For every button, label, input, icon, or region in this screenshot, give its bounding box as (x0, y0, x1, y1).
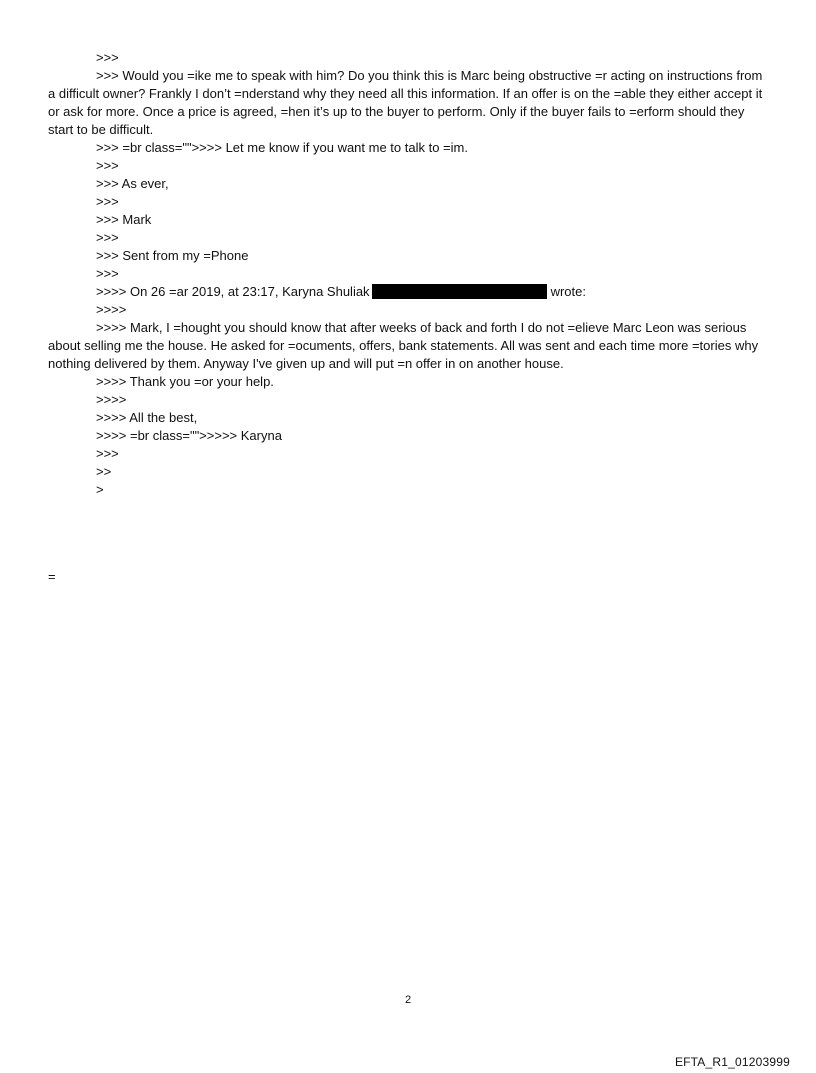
page-number: 2 (404, 994, 412, 1006)
quoted-header-text: >>>> On 26 =ar 2019, at 23:17, Karyna Shuliak (96, 284, 370, 299)
document-id: EFTA_R1_01203999 (674, 1055, 790, 1069)
email-line: >>> (96, 50, 119, 65)
email-line: >>>> (96, 392, 127, 407)
quoted-header-suffix: wrote: (550, 284, 586, 299)
email-line: >>>> All the best, (96, 410, 198, 425)
email-line: >>>> Thank you =or your help. (96, 374, 274, 389)
email-line: >> (96, 464, 112, 479)
email-line: >>> As ever, (96, 176, 169, 191)
email-line: >>> (96, 194, 119, 209)
email-body (48, 49, 764, 499)
email-line: >>>> =br class="">>>>> Karyna (96, 428, 282, 443)
quoted-header-line (48, 283, 764, 301)
email-line: >>>> Mark, I =hought you should know that after weeks of back and forth I do not =elieve Marc Leon was serious about selling me the house. He asked for =ocuments, offers, bank statements. All was sent and each time more =tories why nothing delivered by them. Anyway I've given up and will put =n offer in on another house. (48, 320, 762, 371)
email-line: > (96, 482, 104, 497)
email-line: >>> (96, 158, 119, 173)
trailing-equals: = (48, 569, 56, 584)
email-line: >>> (96, 446, 119, 461)
email-line: >>> (96, 230, 119, 245)
email-line: >>>> (96, 302, 127, 317)
email-line: >>> Would you =ike me to speak with him? Do you think this is Marc being obstructive =r acting on instructions from a difficult owner? Frankly I don’t =nderstand why they need all this information. If an offer is on the =able they either accept it or ask for more. Once a price is agreed, =hen it’s up to the buyer to perform. Only if the buyer fails to =erform should they start to be difficult. (48, 68, 766, 137)
redaction-box (372, 284, 547, 299)
email-line: >>> Sent from my =Phone (96, 248, 249, 263)
email-line: >>> (96, 266, 119, 281)
email-line: >>> Mark (96, 212, 152, 227)
email-line: >>> =br class="">>>> Let me know if you want me to talk to =im. (96, 140, 468, 155)
